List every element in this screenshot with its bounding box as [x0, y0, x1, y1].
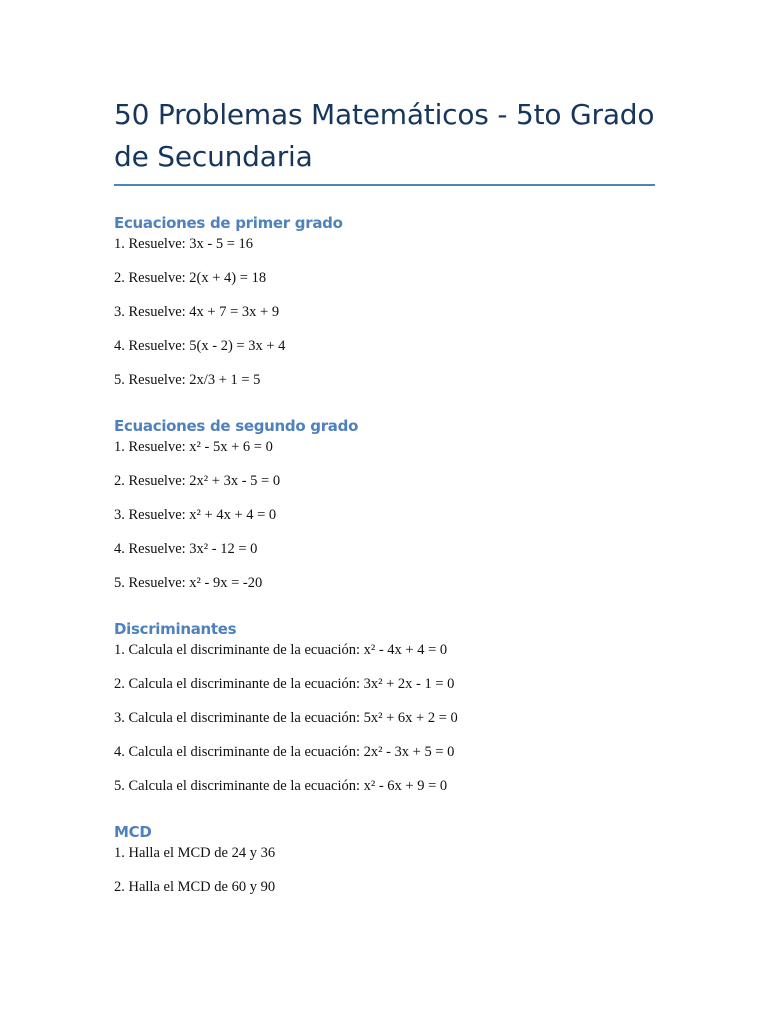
problem-item: 5. Calcula el discriminante de la ecuación: x² - 6x + 9 = 0	[114, 778, 448, 794]
section-heading: MCD	[114, 823, 152, 841]
document-title: 50 Problemas Matemáticos - 5to Grado de Secundaria	[114, 98, 655, 173]
problem-item: 2. Halla el MCD de 60 y 90	[114, 879, 276, 895]
document-page	[114, 94, 655, 896]
section-gcd	[114, 822, 655, 896]
problem-item: 2. Resuelve: 2(x + 4) = 18	[114, 270, 267, 286]
problem-list	[114, 235, 655, 389]
problem-item: 4. Calcula el discriminante de la ecuación: 2x² - 3x + 5 = 0	[114, 744, 455, 760]
problem-list	[114, 641, 655, 795]
section-discriminants	[114, 619, 655, 795]
problem-item: 5. Resuelve: x² - 9x = -20	[114, 575, 263, 591]
title-underline-rule	[114, 184, 655, 186]
section-second-degree-equations	[114, 416, 655, 592]
problem-item: 1. Resuelve: x² - 5x + 6 = 0	[114, 439, 273, 455]
problem-item: 1. Calcula el discriminante de la ecuación: x² - 4x + 4 = 0	[114, 642, 448, 658]
problem-item: 4. Resuelve: 3x² - 12 = 0	[114, 541, 258, 557]
problem-item: 2. Calcula el discriminante de la ecuación: 3x² + 2x - 1 = 0	[114, 676, 455, 692]
problem-item: 2. Resuelve: 2x² + 3x - 5 = 0	[114, 473, 281, 489]
section-heading: Discriminantes	[114, 620, 237, 638]
problem-item: 5. Resuelve: 2x/3 + 1 = 5	[114, 372, 261, 388]
section-heading: Ecuaciones de segundo grado	[114, 417, 359, 435]
section-heading: Ecuaciones de primer grado	[114, 214, 343, 232]
problem-item: 1. Resuelve: 3x - 5 = 16	[114, 236, 254, 252]
problem-list	[114, 438, 655, 592]
problem-list	[114, 844, 655, 896]
problem-item: 1. Halla el MCD de 24 y 36	[114, 845, 276, 861]
section-first-degree-equations	[114, 213, 655, 389]
problem-item: 3. Calcula el discriminante de la ecuación: 5x² + 6x + 2 = 0	[114, 710, 458, 726]
problem-item: 3. Resuelve: 4x + 7 = 3x + 9	[114, 304, 280, 320]
problem-item: 3. Resuelve: x² + 4x + 4 = 0	[114, 507, 277, 523]
problem-item: 4. Resuelve: 5(x - 2) = 3x + 4	[114, 338, 286, 354]
